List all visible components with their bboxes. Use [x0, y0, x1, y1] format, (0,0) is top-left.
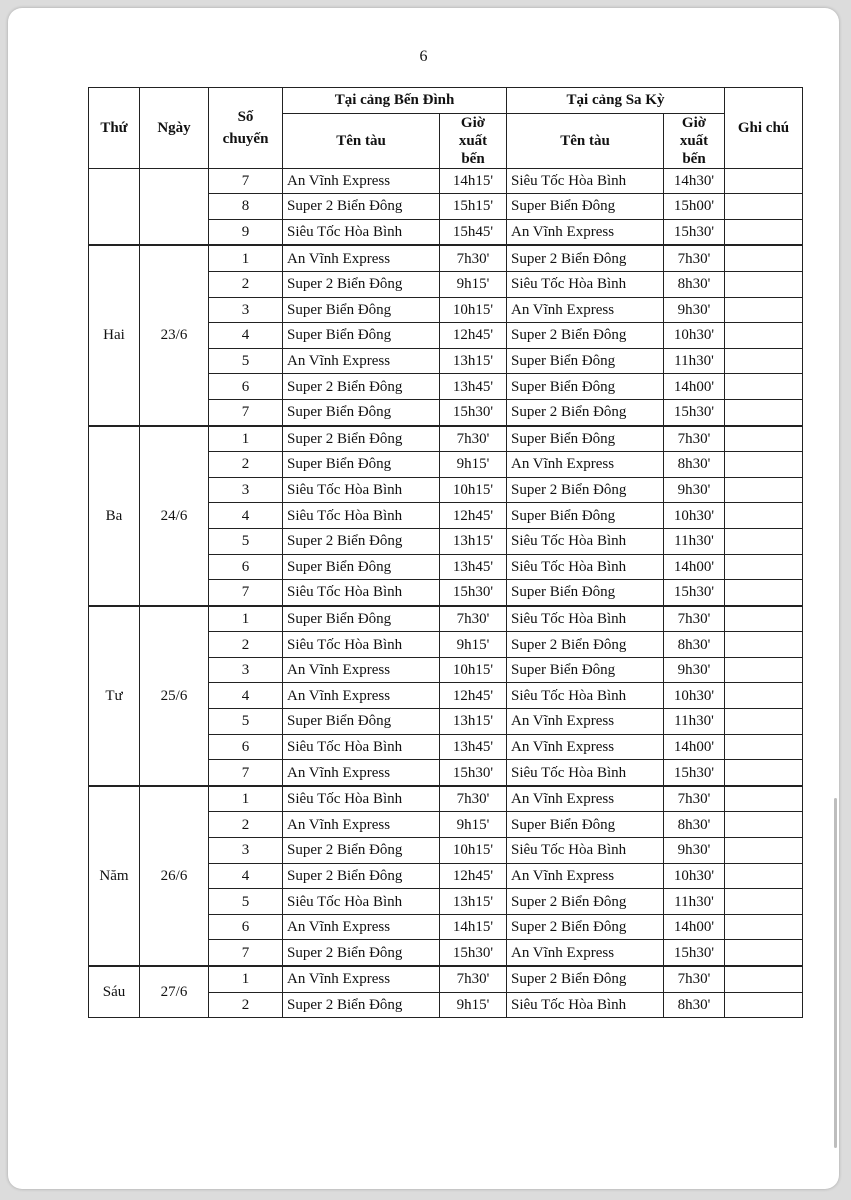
ben-dinh-ship-cell: Siêu Tốc Hòa Bình — [283, 219, 440, 245]
sa-ky-time-cell: 14h30' — [664, 168, 725, 194]
sa-ky-ship-cell: Super 2 Biển Đông — [507, 477, 664, 503]
ben-dinh-time-cell: 13h45' — [440, 374, 507, 400]
ben-dinh-time-cell: 15h30' — [440, 760, 507, 786]
sa-ky-ship-cell: An Vĩnh Express — [507, 709, 664, 735]
ben-dinh-ship-cell: Siêu Tốc Hòa Bình — [283, 503, 440, 529]
trip-number-cell: 7 — [209, 760, 283, 786]
trip-number-cell: 2 — [209, 992, 283, 1018]
sa-ky-time-cell: 8h30' — [664, 632, 725, 658]
header-ben-dinh: Tại cảng Bến Đình — [283, 88, 507, 114]
trip-number-cell: 7 — [209, 168, 283, 194]
ben-dinh-ship-cell: Super Biển Đông — [283, 323, 440, 349]
notes-cell — [725, 245, 803, 271]
ben-dinh-ship-cell: Super 2 Biển Đông — [283, 426, 440, 452]
trip-number-cell: 2 — [209, 271, 283, 297]
sa-ky-time-cell: 7h30' — [664, 966, 725, 992]
notes-cell — [725, 786, 803, 812]
sa-ky-ship-cell: Super Biển Đông — [507, 374, 664, 400]
notes-cell — [725, 734, 803, 760]
trip-number-cell: 7 — [209, 940, 283, 966]
sa-ky-time-cell: 14h00' — [664, 734, 725, 760]
sa-ky-time-cell: 15h30' — [664, 399, 725, 425]
sa-ky-time-cell: 8h30' — [664, 992, 725, 1018]
ben-dinh-time-cell: 14h15' — [440, 168, 507, 194]
sa-ky-ship-cell: Super 2 Biển Đông — [507, 914, 664, 940]
ben-dinh-time-cell: 10h15' — [440, 838, 507, 864]
day-cell: Năm — [89, 786, 140, 966]
sa-ky-ship-cell: An Vĩnh Express — [507, 219, 664, 245]
sa-ky-ship-cell: Super 2 Biển Đông — [507, 399, 664, 425]
trip-number-cell: 5 — [209, 709, 283, 735]
ben-dinh-time-cell: 13h45' — [440, 554, 507, 580]
sa-ky-time-cell: 11h30' — [664, 348, 725, 374]
ben-dinh-ship-cell: An Vĩnh Express — [283, 760, 440, 786]
notes-cell — [725, 863, 803, 889]
notes-cell — [725, 632, 803, 658]
sa-ky-ship-cell: Siêu Tốc Hòa Bình — [507, 271, 664, 297]
trip-number-cell: 1 — [209, 245, 283, 271]
ben-dinh-time-cell: 12h45' — [440, 503, 507, 529]
ben-dinh-ship-cell: Siêu Tốc Hòa Bình — [283, 889, 440, 915]
day-cell — [89, 168, 140, 245]
notes-cell — [725, 426, 803, 452]
header-trip: Số chuyến — [209, 88, 283, 169]
sa-ky-time-cell: 11h30' — [664, 889, 725, 915]
sa-ky-time-cell: 9h30' — [664, 657, 725, 683]
ben-dinh-time-cell: 9h15' — [440, 812, 507, 838]
trip-number-cell: 1 — [209, 786, 283, 812]
notes-cell — [725, 477, 803, 503]
sa-ky-ship-cell: Siêu Tốc Hòa Bình — [507, 168, 664, 194]
notes-cell — [725, 554, 803, 580]
table-row — [89, 606, 803, 632]
ben-dinh-ship-cell: Super 2 Biển Đông — [283, 194, 440, 220]
sa-ky-time-cell: 11h30' — [664, 709, 725, 735]
ben-dinh-time-cell: 12h45' — [440, 323, 507, 349]
ben-dinh-time-cell: 10h15' — [440, 477, 507, 503]
notes-cell — [725, 348, 803, 374]
sa-ky-ship-cell: An Vĩnh Express — [507, 786, 664, 812]
ben-dinh-time-cell: 13h15' — [440, 889, 507, 915]
notes-cell — [725, 297, 803, 323]
trip-number-cell: 1 — [209, 426, 283, 452]
date-cell: 26/6 — [140, 786, 209, 966]
ben-dinh-time-cell: 9h15' — [440, 632, 507, 658]
sa-ky-time-cell: 8h30' — [664, 452, 725, 478]
table-row — [89, 245, 803, 271]
ben-dinh-ship-cell: An Vĩnh Express — [283, 683, 440, 709]
notes-cell — [725, 838, 803, 864]
ben-dinh-ship-cell: Super 2 Biển Đông — [283, 838, 440, 864]
ben-dinh-ship-cell: Super Biển Đông — [283, 554, 440, 580]
trip-number-cell: 5 — [209, 528, 283, 554]
ben-dinh-ship-cell: Super Biển Đông — [283, 606, 440, 632]
sa-ky-time-cell: 9h30' — [664, 477, 725, 503]
ben-dinh-time-cell: 15h45' — [440, 219, 507, 245]
header-day: Thứ — [89, 88, 140, 169]
ben-dinh-ship-cell: Super 2 Biển Đông — [283, 940, 440, 966]
sa-ky-ship-cell: An Vĩnh Express — [507, 452, 664, 478]
ben-dinh-ship-cell: Super 2 Biển Đông — [283, 528, 440, 554]
trip-number-cell: 3 — [209, 838, 283, 864]
table-header — [89, 88, 803, 169]
notes-cell — [725, 528, 803, 554]
sa-ky-ship-cell: Super Biển Đông — [507, 348, 664, 374]
trip-number-cell: 2 — [209, 632, 283, 658]
ben-dinh-time-cell: 9h15' — [440, 452, 507, 478]
ben-dinh-time-cell: 14h15' — [440, 914, 507, 940]
trip-number-cell: 1 — [209, 606, 283, 632]
notes-cell — [725, 323, 803, 349]
sa-ky-time-cell: 10h30' — [664, 683, 725, 709]
sa-ky-time-cell: 7h30' — [664, 606, 725, 632]
sa-ky-time-cell: 10h30' — [664, 503, 725, 529]
header-sa-ky: Tại cảng Sa Kỳ — [507, 88, 725, 114]
notes-cell — [725, 580, 803, 606]
notes-cell — [725, 194, 803, 220]
trip-number-cell: 4 — [209, 323, 283, 349]
trip-number-cell: 6 — [209, 734, 283, 760]
table-row — [89, 966, 803, 992]
ben-dinh-ship-cell: An Vĩnh Express — [283, 245, 440, 271]
ben-dinh-ship-cell: An Vĩnh Express — [283, 348, 440, 374]
sa-ky-time-cell: 10h30' — [664, 863, 725, 889]
sa-ky-ship-cell: An Vĩnh Express — [507, 297, 664, 323]
notes-cell — [725, 812, 803, 838]
notes-cell — [725, 219, 803, 245]
sa-ky-ship-cell: Super 2 Biển Đông — [507, 323, 664, 349]
header-notes: Ghi chú — [725, 88, 803, 169]
ben-dinh-ship-cell: Super Biển Đông — [283, 709, 440, 735]
trip-number-cell: 3 — [209, 297, 283, 323]
page-number: 6 — [419, 48, 428, 65]
trip-number-cell: 6 — [209, 554, 283, 580]
notes-cell — [725, 760, 803, 786]
ben-dinh-ship-cell: Super 2 Biển Đông — [283, 863, 440, 889]
sa-ky-ship-cell: Siêu Tốc Hòa Bình — [507, 838, 664, 864]
trip-number-cell: 6 — [209, 914, 283, 940]
notes-cell — [725, 940, 803, 966]
ben-dinh-ship-cell: An Vĩnh Express — [283, 168, 440, 194]
trip-number-cell: 1 — [209, 966, 283, 992]
ben-dinh-ship-cell: Super Biển Đông — [283, 297, 440, 323]
notes-cell — [725, 503, 803, 529]
ben-dinh-time-cell: 10h15' — [440, 297, 507, 323]
sa-ky-ship-cell: An Vĩnh Express — [507, 940, 664, 966]
trip-number-cell: 5 — [209, 889, 283, 915]
date-cell: 23/6 — [140, 245, 209, 425]
sa-ky-time-cell: 8h30' — [664, 271, 725, 297]
sa-ky-time-cell: 15h30' — [664, 940, 725, 966]
ben-dinh-time-cell: 15h30' — [440, 940, 507, 966]
ben-dinh-ship-cell: Siêu Tốc Hòa Bình — [283, 477, 440, 503]
date-cell — [140, 168, 209, 245]
ben-dinh-time-cell: 15h30' — [440, 580, 507, 606]
ben-dinh-time-cell: 15h30' — [440, 399, 507, 425]
sa-ky-ship-cell: An Vĩnh Express — [507, 863, 664, 889]
notes-cell — [725, 399, 803, 425]
sa-ky-time-cell: 15h00' — [664, 194, 725, 220]
trip-number-cell: 7 — [209, 399, 283, 425]
sa-ky-time-cell: 10h30' — [664, 323, 725, 349]
notes-cell — [725, 374, 803, 400]
notes-cell — [725, 683, 803, 709]
ben-dinh-time-cell: 9h15' — [440, 992, 507, 1018]
sa-ky-ship-cell: Super Biển Đông — [507, 194, 664, 220]
scrollbar[interactable] — [834, 798, 837, 1148]
sa-ky-ship-cell: An Vĩnh Express — [507, 734, 664, 760]
ben-dinh-time-cell: 9h15' — [440, 271, 507, 297]
ben-dinh-ship-cell: Siêu Tốc Hòa Bình — [283, 734, 440, 760]
header-bd-departure: Giờ xuất bến — [440, 113, 507, 168]
ben-dinh-time-cell: 13h15' — [440, 528, 507, 554]
sa-ky-ship-cell: Super 2 Biển Đông — [507, 889, 664, 915]
sa-ky-time-cell: 14h00' — [664, 554, 725, 580]
trip-number-cell: 3 — [209, 657, 283, 683]
ben-dinh-time-cell: 13h45' — [440, 734, 507, 760]
sa-ky-time-cell: 8h30' — [664, 812, 725, 838]
ben-dinh-time-cell: 12h45' — [440, 683, 507, 709]
trip-number-cell: 2 — [209, 452, 283, 478]
ferry-schedule-table — [88, 87, 803, 1018]
header-sk-ship-name: Tên tàu — [507, 113, 664, 168]
ben-dinh-time-cell: 7h30' — [440, 786, 507, 812]
sa-ky-ship-cell: Siêu Tốc Hòa Bình — [507, 992, 664, 1018]
sa-ky-ship-cell: Siêu Tốc Hòa Bình — [507, 606, 664, 632]
ben-dinh-time-cell: 13h15' — [440, 709, 507, 735]
sa-ky-ship-cell: Super Biển Đông — [507, 812, 664, 838]
trip-number-cell: 4 — [209, 683, 283, 709]
sa-ky-time-cell: 14h00' — [664, 374, 725, 400]
ben-dinh-ship-cell: Super Biển Đông — [283, 452, 440, 478]
ben-dinh-ship-cell: An Vĩnh Express — [283, 914, 440, 940]
sa-ky-ship-cell: Super Biển Đông — [507, 657, 664, 683]
sa-ky-time-cell: 11h30' — [664, 528, 725, 554]
ben-dinh-time-cell: 7h30' — [440, 966, 507, 992]
ben-dinh-ship-cell: Super Biển Đông — [283, 399, 440, 425]
notes-cell — [725, 271, 803, 297]
ben-dinh-time-cell: 7h30' — [440, 606, 507, 632]
date-cell: 25/6 — [140, 606, 209, 786]
ben-dinh-ship-cell: Super 2 Biển Đông — [283, 271, 440, 297]
ben-dinh-ship-cell: Siêu Tốc Hòa Bình — [283, 786, 440, 812]
trip-number-cell: 4 — [209, 503, 283, 529]
trip-number-cell: 3 — [209, 477, 283, 503]
ben-dinh-time-cell: 15h15' — [440, 194, 507, 220]
sa-ky-time-cell: 7h30' — [664, 245, 725, 271]
ben-dinh-ship-cell: Siêu Tốc Hòa Bình — [283, 632, 440, 658]
notes-cell — [725, 606, 803, 632]
notes-cell — [725, 709, 803, 735]
sa-ky-time-cell: 15h30' — [664, 580, 725, 606]
ben-dinh-time-cell: 7h30' — [440, 245, 507, 271]
trip-number-cell: 7 — [209, 580, 283, 606]
ben-dinh-ship-cell: An Vĩnh Express — [283, 812, 440, 838]
sa-ky-ship-cell: Super 2 Biển Đông — [507, 632, 664, 658]
table-body — [89, 168, 803, 1018]
header-sk-departure: Giờ xuất bến — [664, 113, 725, 168]
sa-ky-ship-cell: Super 2 Biển Đông — [507, 245, 664, 271]
day-cell: Tư — [89, 606, 140, 786]
notes-cell — [725, 992, 803, 1018]
header-bd-ship-name: Tên tàu — [283, 113, 440, 168]
table-row — [89, 786, 803, 812]
sa-ky-ship-cell: Siêu Tốc Hòa Bình — [507, 554, 664, 580]
notes-cell — [725, 966, 803, 992]
sa-ky-ship-cell: Super Biển Đông — [507, 426, 664, 452]
table-row — [89, 168, 803, 194]
sa-ky-time-cell: 14h00' — [664, 914, 725, 940]
trip-number-cell: 9 — [209, 219, 283, 245]
sa-ky-ship-cell: Super Biển Đông — [507, 580, 664, 606]
notes-cell — [725, 657, 803, 683]
sa-ky-ship-cell: Siêu Tốc Hòa Bình — [507, 683, 664, 709]
trip-number-cell: 8 — [209, 194, 283, 220]
date-cell: 27/6 — [140, 966, 209, 1018]
ben-dinh-ship-cell: Super 2 Biển Đông — [283, 374, 440, 400]
day-cell: Ba — [89, 426, 140, 606]
ben-dinh-ship-cell: An Vĩnh Express — [283, 657, 440, 683]
trip-number-cell: 6 — [209, 374, 283, 400]
day-cell: Hai — [89, 245, 140, 425]
trip-number-cell: 5 — [209, 348, 283, 374]
sa-ky-time-cell: 7h30' — [664, 426, 725, 452]
header-date: Ngày — [140, 88, 209, 169]
document-page — [8, 8, 839, 1189]
ben-dinh-time-cell: 12h45' — [440, 863, 507, 889]
ben-dinh-time-cell: 13h15' — [440, 348, 507, 374]
sa-ky-time-cell: 9h30' — [664, 297, 725, 323]
trip-number-cell: 4 — [209, 863, 283, 889]
sa-ky-ship-cell: Siêu Tốc Hòa Bình — [507, 760, 664, 786]
ben-dinh-ship-cell: Siêu Tốc Hòa Bình — [283, 580, 440, 606]
sa-ky-ship-cell: Super 2 Biển Đông — [507, 966, 664, 992]
notes-cell — [725, 452, 803, 478]
sa-ky-ship-cell: Super Biển Đông — [507, 503, 664, 529]
sa-ky-time-cell: 9h30' — [664, 838, 725, 864]
date-cell: 24/6 — [140, 426, 209, 606]
sa-ky-ship-cell: Siêu Tốc Hòa Bình — [507, 528, 664, 554]
notes-cell — [725, 168, 803, 194]
trip-number-cell: 2 — [209, 812, 283, 838]
day-cell: Sáu — [89, 966, 140, 1018]
notes-cell — [725, 889, 803, 915]
sa-ky-time-cell: 15h30' — [664, 219, 725, 245]
sa-ky-time-cell: 7h30' — [664, 786, 725, 812]
ben-dinh-time-cell: 10h15' — [440, 657, 507, 683]
sa-ky-time-cell: 15h30' — [664, 760, 725, 786]
ben-dinh-ship-cell: Super 2 Biển Đông — [283, 992, 440, 1018]
ben-dinh-time-cell: 7h30' — [440, 426, 507, 452]
notes-cell — [725, 914, 803, 940]
table-row — [89, 426, 803, 452]
ben-dinh-ship-cell: An Vĩnh Express — [283, 966, 440, 992]
